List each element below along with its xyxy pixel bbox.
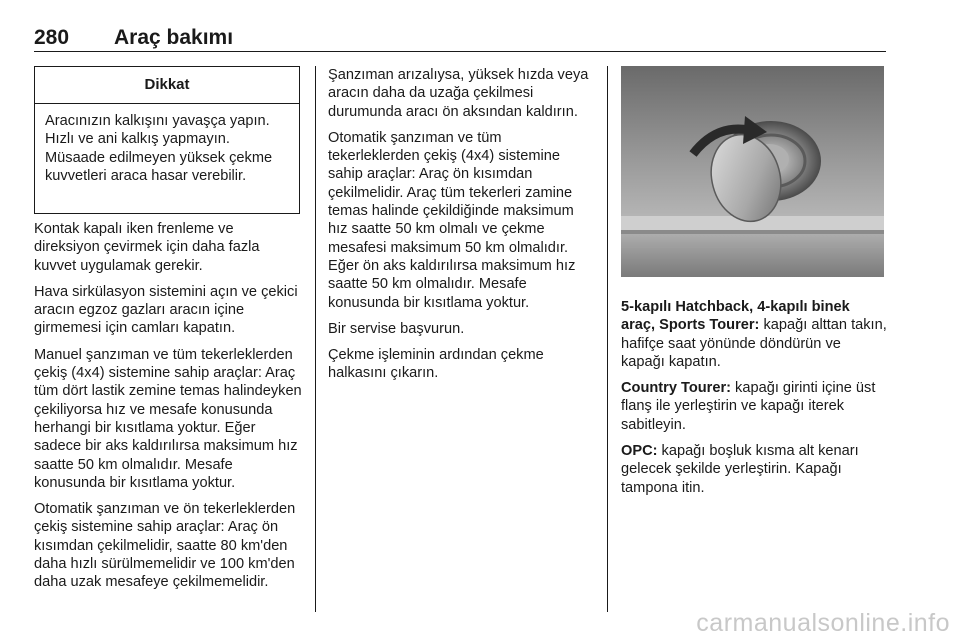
instruction-paragraph bbox=[621, 298, 887, 371]
column-divider bbox=[315, 66, 316, 612]
paragraph: Otomatik şanzıman ve ön tekerleklerden çekiş sistemine sahip araçlar: Araç ön kısımdan çekilmelidir, saatte 80 km'den daha hızlı sürülmemelidir ve 100 km'den daha uzak mesafeye çekilmemelidir. bbox=[34, 501, 296, 591]
paragraph: Çekme işleminin ardından çekme halkasını çıkarın. bbox=[328, 347, 544, 382]
paragraph: Manuel şanzıman ve tüm tekerleklerden çekiş (4x4) sistemine sahip araçlar: Araç tüm dört lastik zemine temas halindeyken çekiliyorsa hız ve mesafe konusunda herhangi bir kısıtlama yoktur. Eğer sadece bir aks kaldırılırsa maksimum hız saatte 50 km olmalıdır. Mesafe konusunda bir kısıtlama yoktur. bbox=[34, 346, 302, 491]
column-3 bbox=[621, 298, 887, 505]
column-1 bbox=[34, 220, 302, 600]
watermark: carmanualsonline.info bbox=[696, 609, 950, 637]
caution-box bbox=[34, 66, 300, 214]
instruction-text: kapağı girinti içine üst flanş ile yerleştirin ve kapağı iterek sabitleyin. bbox=[621, 380, 876, 433]
instruction-text: kapağı boşluk kısma alt kenarı gelecek şekilde yerleştirin. Kapağı tampona itin. bbox=[621, 443, 859, 496]
header-rule bbox=[34, 51, 886, 52]
instruction-paragraph bbox=[621, 442, 887, 497]
instruction-paragraph bbox=[621, 379, 887, 434]
paragraph: Otomatik şanzıman ve tüm tekerleklerden çekiş (4x4) sistemine sahip araçlar: Araç ön kısımdan çekilmelidir. Araç tüm tekerleri zamine temas halinde çekildiğinde maksimum hız saatte 50 km olmalı ve çekme mesafesi maksimum 50 km olmalıdır. Eğer ön aks kaldırılırsa maksimum hız saatte 50 km olmalıdır. Mesafe konusunda bir kısıtlama yoktur. bbox=[328, 129, 576, 311]
page-header bbox=[34, 26, 886, 50]
caution-title: Dikkat bbox=[35, 67, 299, 104]
paragraph: Bir servise başvurun. bbox=[328, 320, 465, 337]
page-number: 280 bbox=[34, 26, 70, 49]
instruction-text: kapağı alttan takın, hafifçe saat yönünde döndürün ve kapağı kapatın. bbox=[621, 317, 887, 370]
variant-label: Country Tourer: bbox=[621, 380, 731, 397]
paragraph: Şanzıman arızalıysa, yüksek hızda veya aracın daha da uzağa çekilmesi durumunda aracı ön aksından kaldırın. bbox=[328, 67, 589, 120]
variant-label: OPC: bbox=[621, 443, 658, 460]
chapter-title: Araç bakımı bbox=[114, 26, 234, 49]
paragraph: Hava sirkülasyon sistemini açın ve çekici aracın egzoz gazları aracın içine girmemesi için camları kapatın. bbox=[34, 283, 298, 337]
caution-text: Aracınızın kalkışını yavaşça yapın. Hızlı ve ani kalkış yapmayın. Müsaade edilmeyen yüksek çekme kuvvetleri araca hasar verebilir. bbox=[45, 113, 273, 184]
variant-label: 5-kapılı Hatchback, 4-kapılı binek araç, Sports Tourer: bbox=[621, 299, 850, 334]
column-divider bbox=[607, 66, 608, 612]
column-2 bbox=[328, 66, 596, 391]
paragraph: Kontak kapalı iken frenleme ve direksiyon çevirmek için daha fazla kuvvet uygulamak gerekir. bbox=[34, 221, 260, 274]
tow-eye-cover-illustration bbox=[621, 66, 884, 277]
